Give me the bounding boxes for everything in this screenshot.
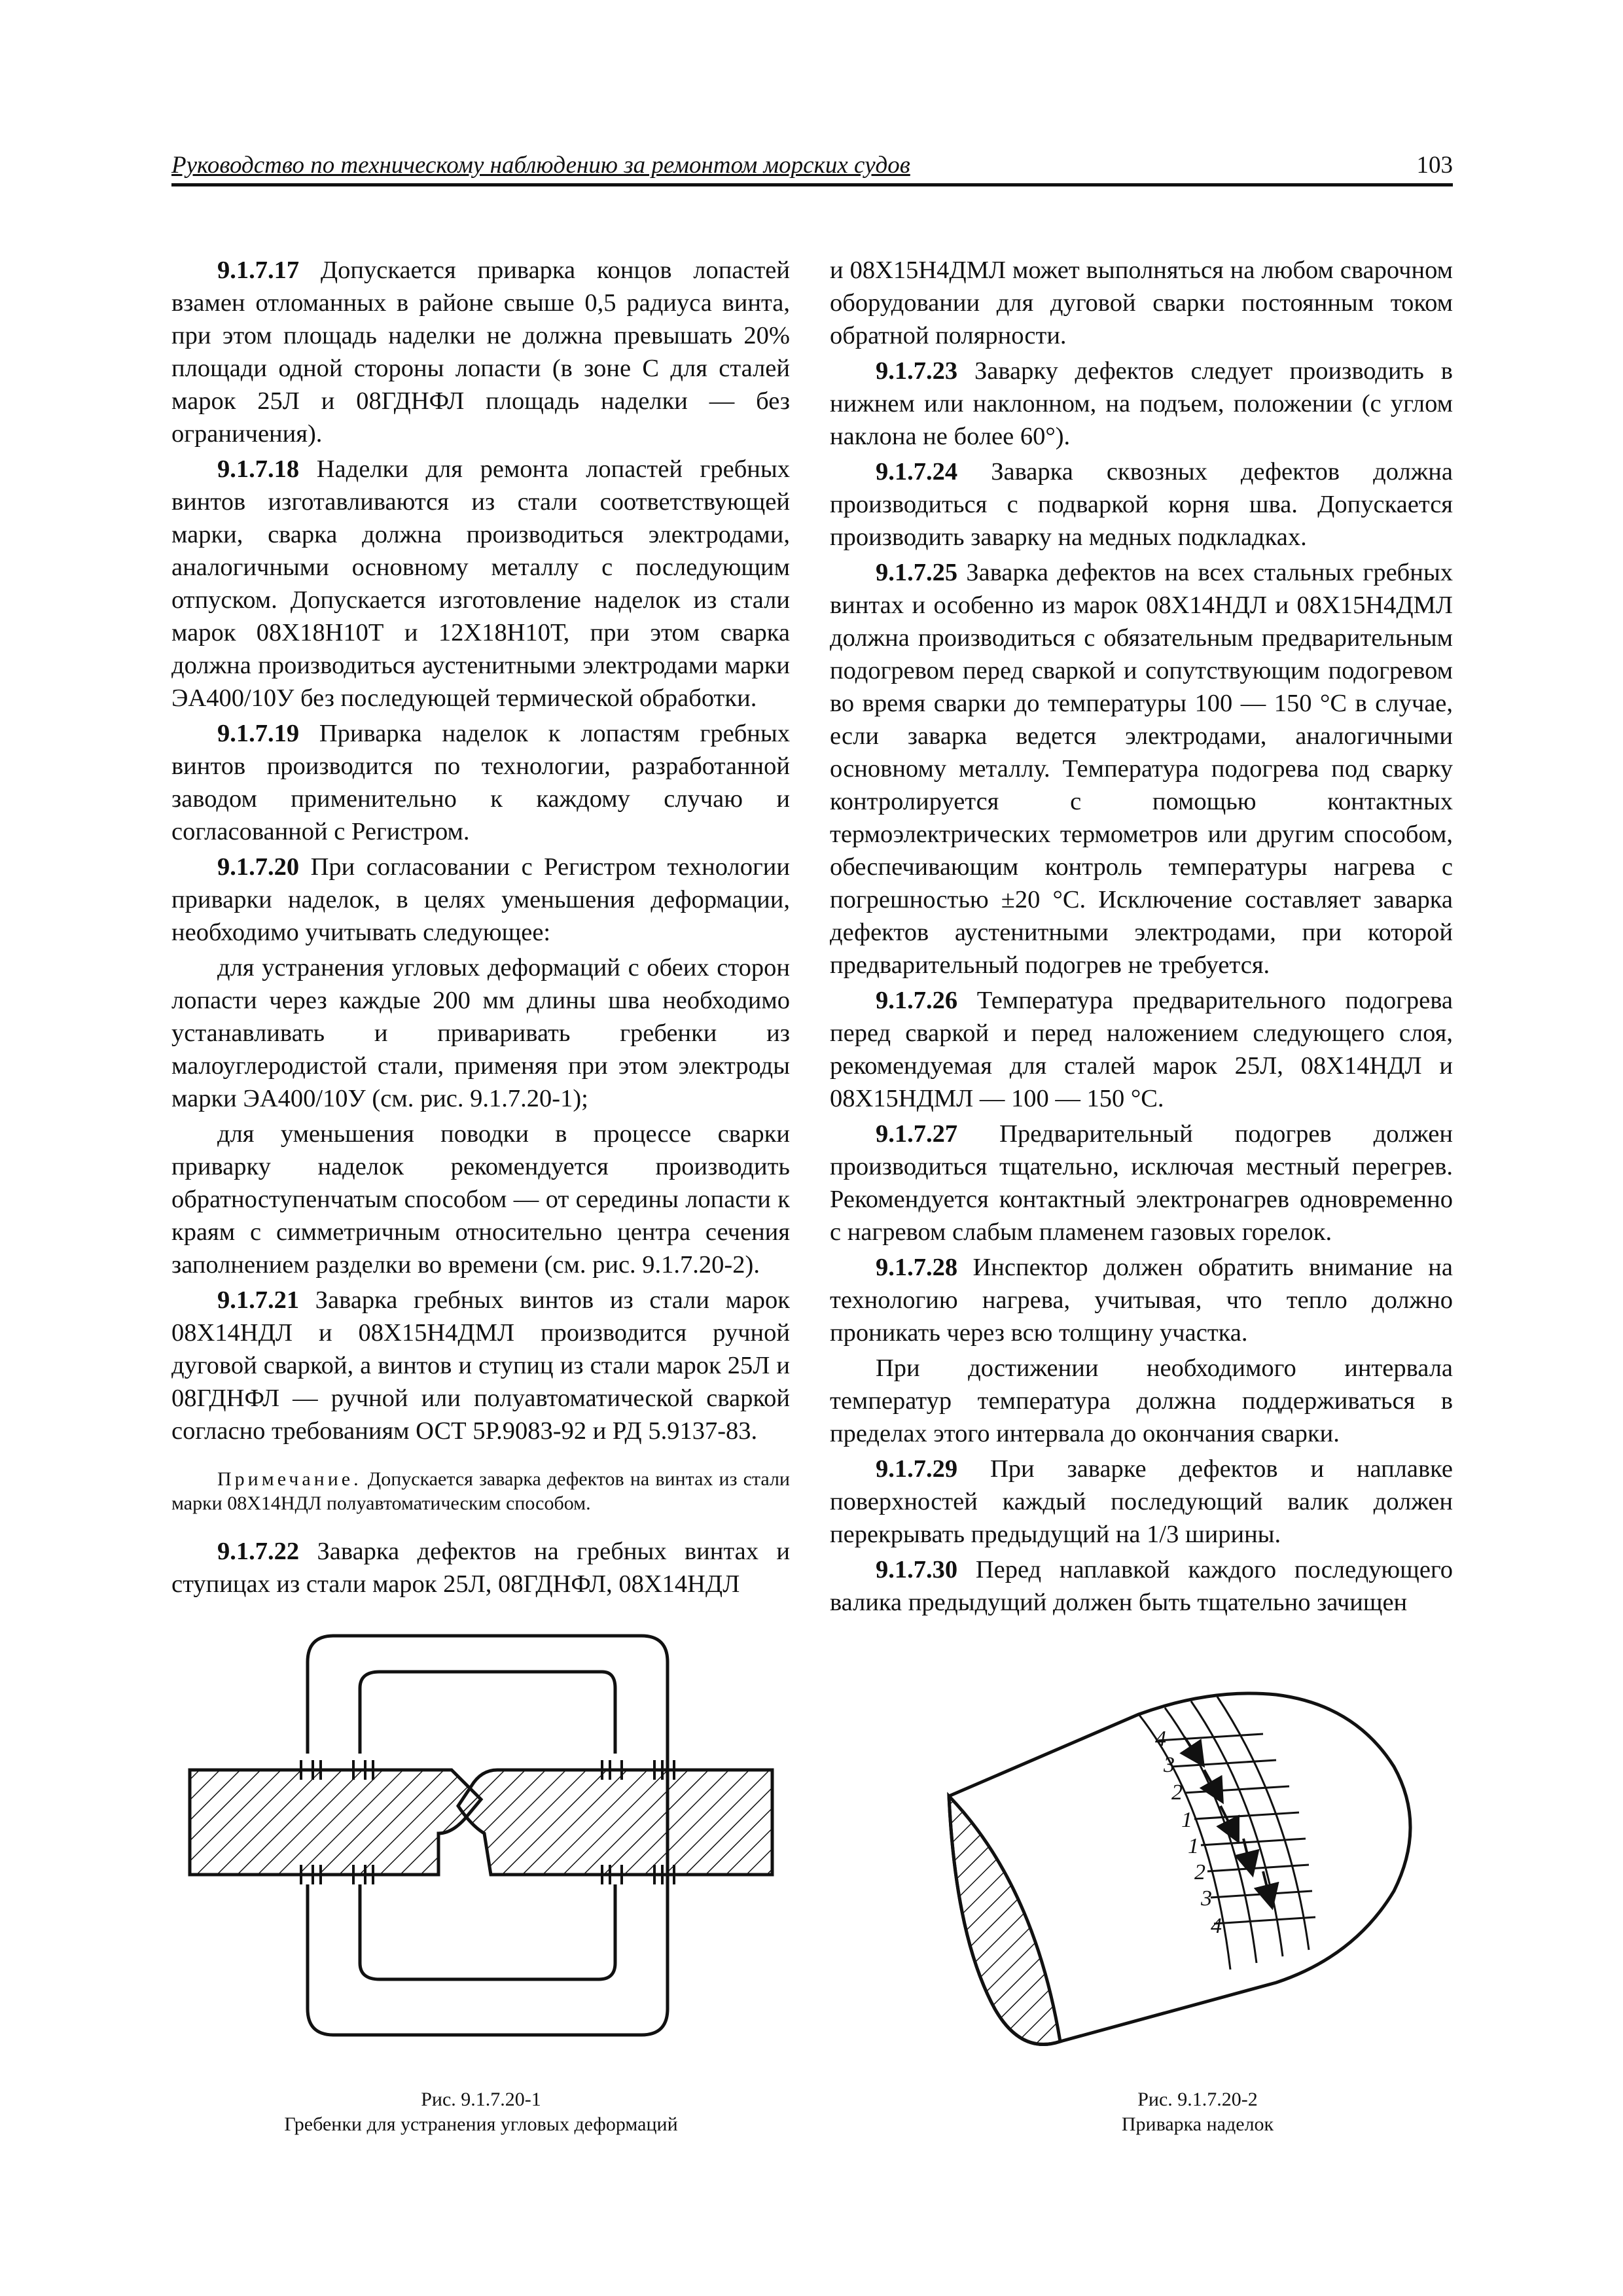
figure2-caption-number: Рис. 9.1.7.20-2 [1137,2089,1258,2110]
clause-number: 9.1.7.22 [217,1538,300,1565]
figure1-caption-number: Рис. 9.1.7.20-1 [421,2089,541,2110]
bead-label: 3 [1201,1886,1212,1911]
paragraph-text: Предварительный подогрев должен производиться тщательно, исключая местный перегрев. Рекомендуется контактный электронагрев одновременно с нагревом слабым пламенем газовых горелок. [830,1120,1453,1246]
clause-number: 9.1.7.28 [876,1254,958,1281]
blade-plate-left [190,1770,481,1875]
clause-number: 9.1.7.21 [217,1286,300,1314]
figure1-caption [183,2087,779,2137]
bead-label: 4 [1155,1727,1166,1751]
paragraph [830,984,1453,1115]
paragraph [830,1453,1453,1551]
paragraph-text: Наделки для ремонта лопастей гребных винтов изготавливаются из стали соответствующей марки, сварка должна производиться электродами, аналогичными основному металлу с последующим отпуском. Допускается изготовление наделок из стали марок 08Х18Н10Т и 12Х18Н10Т, при этом сварка должна производиться аустенитными электродами марки ЭА400/10У без последующей термической обработки. [171,455,790,712]
blade-plate-right [458,1770,772,1875]
clause-number: 9.1.7.27 [876,1120,958,1148]
bead-label: 2 [1171,1780,1183,1805]
paragraph [830,1352,1453,1450]
clause-number: 9.1.7.17 [217,256,300,284]
clause-number: 9.1.7.25 [876,559,958,586]
paragraph-text: Перед наплавкой каждого последующего валика предыдущий должен быть тщательно зачищен [830,1556,1453,1616]
page-number: 103 [1416,152,1453,179]
paragraph-text: Заварка дефектов на всех стальных гребных винтах и особенно из марок 08Х14НДЛ и 08Х15Н4ДМЛ должна производиться с обязательным предварительным подогревом перед сваркой и сопутствующим подогревом во время сварки до температуры 100 — 150 °С в случае, если заварка ведется электродами, аналогичными основному металлу. Температура подогрева под сварку контролируется с помощью контактных термоэлектрических термометров или другим способом, обеспечивающим контроль температуры нагрева с погрешностью ±20 °С. Исключение составляет заварка дефектов аустенитными электродами, при которой предварительный подогрев не требуется. [830,559,1453,979]
paragraph [830,254,1453,352]
paragraph [830,1118,1453,1248]
paragraph [830,455,1453,554]
bead-label: 4 [1211,1914,1222,1938]
left-column [171,254,790,1600]
paragraph-text: При заварке дефектов и наплавке поверхностей каждый последующий валик должен перекрывать предыдущий на 1/3 ширины. [830,1455,1453,1548]
note-label: Примечание. [217,1468,362,1490]
paragraph-text: Инспектор должен обратить внимание на технологию нагрева, учитывая, что тепло должно проникать через всю толщину участка. [830,1254,1453,1347]
clause-number: 9.1.7.24 [876,458,958,486]
paragraph-text: Температура предварительного подогрева перед сваркой и перед наложением следующего слоя, рекомендуемая для сталей марок 25Л, 08Х14НДЛ и 08Х15НДМЛ — 100 — 150 °С. [830,987,1453,1112]
clause-number: 9.1.7.18 [217,455,300,483]
clause-number: 9.1.7.30 [876,1556,958,1583]
right-column [830,254,1453,1619]
paragraph-text: для устранения угловых деформаций с обеих сторон лопасти через каждые 200 мм длины шва необходимо устанавливать и приваривать гребенки из малоуглеродистой стали, применяя при этом электроды марки ЭА400/10У (см. рис. 9.1.7.20-1); [171,954,790,1112]
bead-label: 3 [1164,1753,1175,1777]
right-paragraphs [830,254,1453,1619]
paragraph-text: Заварку дефектов следует производить в нижнем или наклонном, на подъем, положении (с углом наклона не более 60°). [830,357,1453,450]
paragraph [171,1535,790,1600]
left-paragraphs-after-note [171,1535,790,1600]
paragraph [830,556,1453,981]
note [171,1467,790,1515]
figure1-caption-title: Гребенки для устранения угловых деформаций [284,2113,678,2135]
paragraph-text: При согласовании с Регистром технологии приварки наделок, в целях уменьшения деформации, необходимо учитывать следующее: [171,853,790,946]
page-header [171,143,1453,186]
clause-number: 9.1.7.19 [217,720,300,747]
paragraph-text: При достижении необходимого интервала температур температура должна поддерживаться в пределах этого интервала до окончания сварки. [830,1354,1453,1447]
paragraph-text: Заварка сквозных дефектов должна производиться с подваркой корня шва. Допускается производить заварку на медных подкладках. [830,458,1453,551]
paragraph [171,1284,790,1447]
blade-section [949,1796,1060,2044]
paragraph-text: для уменьшения поводки в процессе сварки приварку наделок рекомендуется производить обратноступенчатым способом — от середины лопасти к краям с симметричным относительно центра сечения заполнением разделки во времени (см. рис. 9.1.7.20-2). [171,1120,790,1279]
running-title: Руководство по техническому наблюдению за ремонтом морских судов [171,152,910,179]
figure-combs [183,1623,779,2061]
paragraph-text: Заварка дефектов на гребных винтах и ступицах из стали марок 25Л, 08ГДНФЛ, 08Х14НДЛ [171,1538,790,1598]
bead-sequence-labels [1155,1727,1222,1938]
bead-label: 1 [1181,1808,1192,1832]
figure-patch-welding [936,1675,1459,2081]
paragraph-text: Приварка наделок к лопастям гребных винтов производится по технологии, разработанной заводом применительно к каждому случаю и согласованной с Регистром. [171,720,790,845]
paragraph [171,717,790,848]
paragraph-text: и 08Х15Н4ДМЛ может выполняться на любом сварочном оборудовании для дуговой сварки постоянным током обратной полярности. [830,256,1453,349]
figure2-caption-title: Приварка наделок [1121,2113,1274,2135]
left-paragraphs [171,254,790,1447]
paragraph [830,1251,1453,1349]
bead-label: 2 [1194,1860,1205,1884]
clause-number: 9.1.7.23 [876,357,958,385]
paragraph [171,1118,790,1281]
paragraph [830,355,1453,453]
paragraph [171,254,790,450]
bead-label: 1 [1188,1834,1199,1858]
paragraph [171,951,790,1115]
paragraph [830,1553,1453,1619]
paragraph [171,851,790,949]
paragraph-text: Заварка гребных винтов из стали марок 08Х14НДЛ и 08Х15Н4ДМЛ производится ручной дуговой сваркой, а винтов и ступиц из стали марок 25Л и 08ГДНФЛ — ручной или полуавтоматической сваркой согласно требованиям ОСТ 5Р.9083-92 и РД 5.9137-83. [171,1286,790,1445]
note-text: Допускается заварка дефектов на винтах из стали марки 08Х14НДЛ полуавтоматическим способом. [171,1468,790,1514]
clause-number: 9.1.7.20 [217,853,300,881]
clause-number: 9.1.7.26 [876,987,958,1014]
clause-number: 9.1.7.29 [876,1455,958,1483]
paragraph [171,453,790,715]
paragraph-text: Допускается приварка концов лопастей взамен отломанных в районе свыше 0,5 радиуса винта, при этом площадь наделки не должна превышать 20% площади одной стороны лопасти (в зоне C для сталей марок 25Л и 08ГДНФЛ площадь наделки — без ограничения). [171,256,790,448]
figure2-caption [936,2087,1459,2137]
